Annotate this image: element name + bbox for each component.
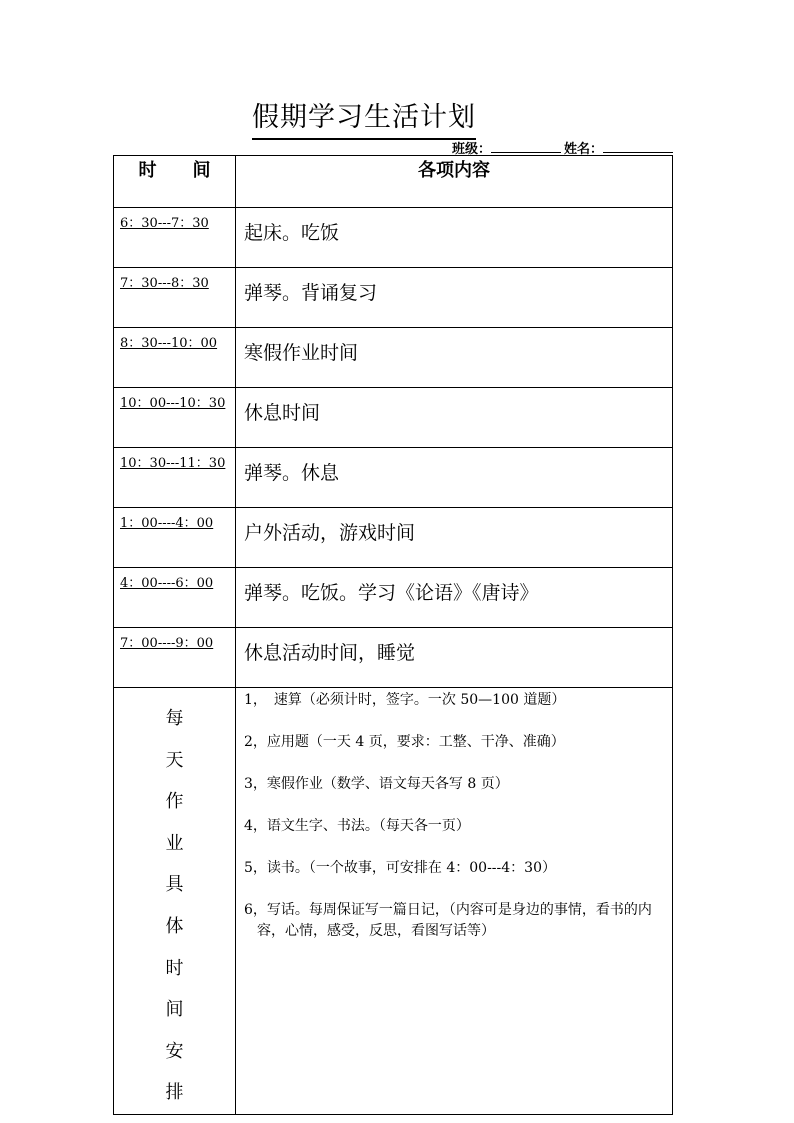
daily-label-char: 作 bbox=[165, 791, 184, 813]
daily-label-char: 间 bbox=[165, 999, 184, 1021]
task-item: 2，应用题（一天 4 页，要求：工整、干净、准确） bbox=[244, 734, 565, 750]
activity-cell: 弹琴。休息 bbox=[236, 448, 673, 508]
time-cell bbox=[114, 208, 236, 268]
daily-label-char: 天 bbox=[165, 749, 184, 771]
time-cell bbox=[114, 628, 236, 688]
daily-label-char: 时 bbox=[165, 957, 184, 979]
table-row bbox=[114, 568, 673, 628]
header-time-char-1: 时 bbox=[138, 160, 157, 181]
daily-label-char: 排 bbox=[165, 1082, 184, 1104]
activity-cell: 弹琴。吃饭。学习《论语》《唐诗》 bbox=[236, 568, 673, 628]
table-row bbox=[114, 508, 673, 568]
time-text: 7：00----9：00 bbox=[120, 636, 214, 651]
daily-tasks bbox=[236, 688, 673, 1115]
header-content: 各项内容 bbox=[236, 156, 673, 208]
table-header-row bbox=[114, 156, 673, 208]
daily-tasks-row bbox=[114, 688, 673, 1115]
time-text: 7：30---8：30 bbox=[120, 276, 209, 291]
activity-cell: 休息时间 bbox=[236, 388, 673, 448]
daily-label-char: 业 bbox=[165, 832, 184, 854]
task-item: 3，寒假作业（数学、语文每天各写 8 页） bbox=[244, 776, 509, 792]
time-text: 10：30---11：30 bbox=[120, 456, 226, 471]
task-item: 4，语文生字、书法。（每天各一页） bbox=[244, 818, 470, 834]
table-row bbox=[114, 628, 673, 688]
name-label: 姓名： bbox=[564, 142, 604, 157]
header-time-char-2: 间 bbox=[192, 160, 211, 181]
activity-cell: 户外活动，游戏时间 bbox=[236, 508, 673, 568]
daily-label-char: 每 bbox=[165, 708, 184, 729]
task-item: 5，读书。（一个故事，可安排在 4：00---4：30） bbox=[244, 860, 556, 876]
daily-label-char: 体 bbox=[165, 915, 184, 937]
activity-cell: 弹琴。背诵复习 bbox=[236, 268, 673, 328]
time-text: 10：00---10：30 bbox=[120, 396, 226, 411]
time-cell bbox=[114, 388, 236, 448]
table-row bbox=[114, 328, 673, 388]
class-label: 班级： bbox=[452, 142, 492, 157]
daily-label bbox=[114, 688, 236, 1115]
time-cell bbox=[114, 268, 236, 328]
time-cell bbox=[114, 448, 236, 508]
daily-label-char: 安 bbox=[165, 1040, 184, 1062]
activity-cell: 寒假作业时间 bbox=[236, 328, 673, 388]
name-blank[interactable] bbox=[603, 140, 673, 153]
table-row bbox=[114, 208, 673, 268]
header-time bbox=[114, 156, 236, 208]
time-cell bbox=[114, 328, 236, 388]
table-row bbox=[114, 388, 673, 448]
task-item: 1， 速算（必须计时，签字。一次 50—100 道题） bbox=[244, 692, 566, 708]
time-text: 4：00----6：00 bbox=[120, 576, 214, 591]
schedule-table bbox=[113, 155, 673, 1115]
time-text: 1：00----4：00 bbox=[120, 516, 214, 531]
table-row bbox=[114, 448, 673, 508]
class-blank[interactable] bbox=[491, 140, 561, 153]
activity-cell: 休息活动时间，睡觉 bbox=[236, 628, 673, 688]
daily-label-char: 具 bbox=[165, 874, 184, 896]
task-item: 6，写话。每周保证写一篇日记，（内容可是身边的事情，看书的内容，心情，感受，反思，看图写话等） bbox=[244, 902, 652, 939]
time-cell bbox=[114, 508, 236, 568]
page-title: 假期学习生活计划 bbox=[252, 98, 476, 140]
table-row bbox=[114, 268, 673, 328]
time-cell bbox=[114, 568, 236, 628]
activity-cell: 起床。吃饭 bbox=[236, 208, 673, 268]
time-text: 8：30---10：00 bbox=[120, 336, 218, 351]
time-text: 6：30---7：30 bbox=[120, 216, 209, 231]
